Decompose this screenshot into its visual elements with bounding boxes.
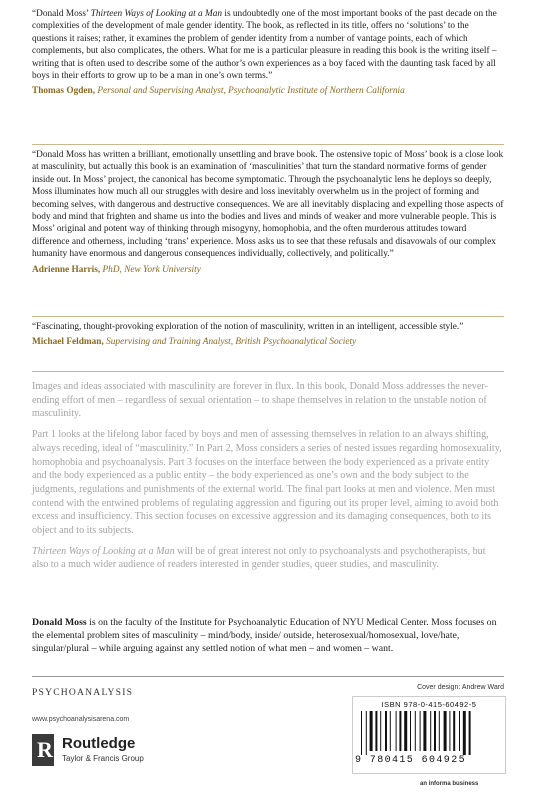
author-bio: [32, 616, 504, 656]
author-name: Donald Moss: [32, 617, 87, 628]
divider: [32, 676, 504, 677]
publisher-subtitle: Taylor & Francis Group: [62, 754, 144, 763]
barcode-bar: [469, 711, 471, 755]
routledge-mark-icon: R: [32, 734, 54, 766]
quote-text: “Fascinating, thought-provoking exploration of the notion of masculinity, written in an intelligent, accessible style.”: [32, 322, 464, 332]
bio-text: is on the faculty of the Institute for Psychoanalytic Education of NYU Medical Center. Moss focuses on the elemental problem sites of masculinity – mind/body, inside/ outside, heterosexual/homosexual, love/hate, singular/plural – while arguing against any settled notion of what men – and women – want.: [32, 617, 497, 655]
barcode-bar: [370, 711, 373, 751]
barcode-bar: [396, 711, 397, 751]
praise-quote-1: [32, 8, 504, 98]
quote-attribution: [32, 85, 504, 97]
praise-quote-2: [32, 149, 504, 276]
barcode-bar: [423, 711, 426, 751]
attribution-name: Adrienne Harris,: [32, 264, 101, 275]
attribution-title: PhD, New York University: [102, 264, 201, 275]
description-paragraph: Part 1 looks at the lifelong labor faced by boys and men of assessing themselves in relation to an always shifting, always receding, ideal of “masculinity.” In Part 2, Moss considers a series of nested issues regarding homosexuality, homophobia and psychoanalysis. Part 3 focuses on the interface between the body experienced as a private entity and the body experienced as a public entity – the body experienced as one’s own and the body subject to the judgments, regulations and punishments of the external world. The final part looks at men and violence. Men must contend with the entwined problems of regulating aggression and figuring out its proper level, aiming to avoid both excess and insufficiency. This section focuses on excessive aggression and its damaging consequences, both to its object and to its subjects.: [32, 429, 502, 537]
barcode-bar: [420, 711, 421, 751]
quote-attribution: [32, 264, 504, 276]
barcode-bar: [453, 711, 455, 751]
publisher-name: Routledge: [62, 735, 136, 752]
book-description: [32, 380, 504, 579]
book-title: Thirteen Ways of Looking at a Man: [90, 9, 223, 19]
barcode-bar: [439, 711, 440, 751]
barcode-bars-icon: [359, 711, 499, 755]
barcode-bar: [399, 711, 401, 751]
quote-text: “Donald Moss has written a brilliant, emotionally unsettling and brave book. The ostensive topic of Moss’ book is a close look at masculinity, but actually this book is an examination of ‘masculinities’ that turn the standard normative forms of gender inside out. In Moss’ project, the canonical has become symptomatic. Through the psychoanalytic lens he deploys so deeply, Moss illuminates how much all our struggles with desire and loss inevitably overwhelm us in the project of forming and becoming selves, with dangerous and destructive consequences. We are all inevitably displacing and expelling those aspects of body and mind that frighten and shame us into the bodies and lives and minds of weaker and more vulnerable people. This is Moss’ original and potent way of thinking through misogyny, homophobia, and the often murderous attitudes toward difference and otherness, including ‘trans’ experience. Moss asks us to see that these refusals and disavowals of our complex humanity have enormous and dangerous consequences individually, collectively, and politically.”: [32, 150, 504, 260]
barcode-bar: [463, 711, 466, 755]
barcode-bar: [385, 711, 387, 751]
attribution-title: Supervising and Training Analyst, British Psychoanalytical Society: [106, 337, 357, 348]
barcode-bar: [430, 711, 431, 751]
divider: [32, 144, 504, 145]
website-link[interactable]: www.psychoanalysisarena.com: [32, 716, 130, 723]
barcode-bar: [366, 711, 367, 755]
series-label: PSYCHOANALYSIS: [32, 687, 134, 698]
quote-text: “Donald Moss’ Thirteen Ways of Looking at a Man is undoubtedly one of the most important books of the past decade on the complexities of the development of male gender identity. The book, as reflected in its title, offers no ‘solutions’ to the questions it raises; rather, it examines the problem of gender identity from a number of vantage points, each of which complements, but also complicates, the others. What for me is a particular pleasure in reading this book is the writing itself – writing that is often used to describe some of the author’s own experiences as a boy faced with the daunting task faced by all boys in their efforts to grow up to be a man in one’s own terms.”: [32, 9, 497, 82]
attribution-title: Personal and Supervising Analyst, Psychoanalytic Institute of Northern California: [97, 86, 405, 97]
description-paragraph: Thirteen Ways of Looking at a Man will be of great interest not only to psychoanalysts and psychotherapists, but also to a much wider audience of readers interested in gender studies, queer studies, and masculinity.: [32, 545, 486, 571]
barcode: [352, 696, 506, 774]
barcode-bar: [361, 711, 362, 755]
praise-quote-3: [32, 321, 504, 349]
informa-tagline: an informa business: [420, 781, 479, 787]
attribution-name: Thomas Ogden,: [32, 86, 96, 97]
divider: [32, 316, 504, 317]
publisher-logo: [32, 734, 182, 768]
barcode-bar: [410, 711, 411, 751]
barcode-bar: [434, 711, 436, 751]
isbn-label: ISBN 978-0-415-60492-5: [381, 700, 477, 709]
cover-credit: Cover design: Andrew Ward: [417, 684, 504, 691]
barcode-bar: [375, 711, 377, 751]
attribution-name: Michael Feldman,: [32, 337, 104, 348]
barcode-bar: [404, 711, 407, 751]
barcode-bar: [444, 711, 447, 751]
book-title: Thirteen Ways of Looking at a Man: [32, 545, 175, 557]
barcode-digits: 9 780415 604925: [355, 755, 467, 766]
divider: [32, 371, 504, 372]
quote-attribution: [32, 336, 504, 348]
barcode-bar: [449, 711, 450, 751]
description-paragraph: Images and ideas associated with masculinity are forever in flux. In this book, Donald Moss addresses the never-ending effort of men – regardless of sexual orientation – to shape themselves in relation to the unstable notion of masculinity.: [32, 381, 488, 420]
barcode-bar: [459, 711, 460, 751]
barcode-bar: [390, 711, 391, 751]
barcode-bar: [415, 711, 416, 751]
barcode-bar: [380, 711, 381, 751]
